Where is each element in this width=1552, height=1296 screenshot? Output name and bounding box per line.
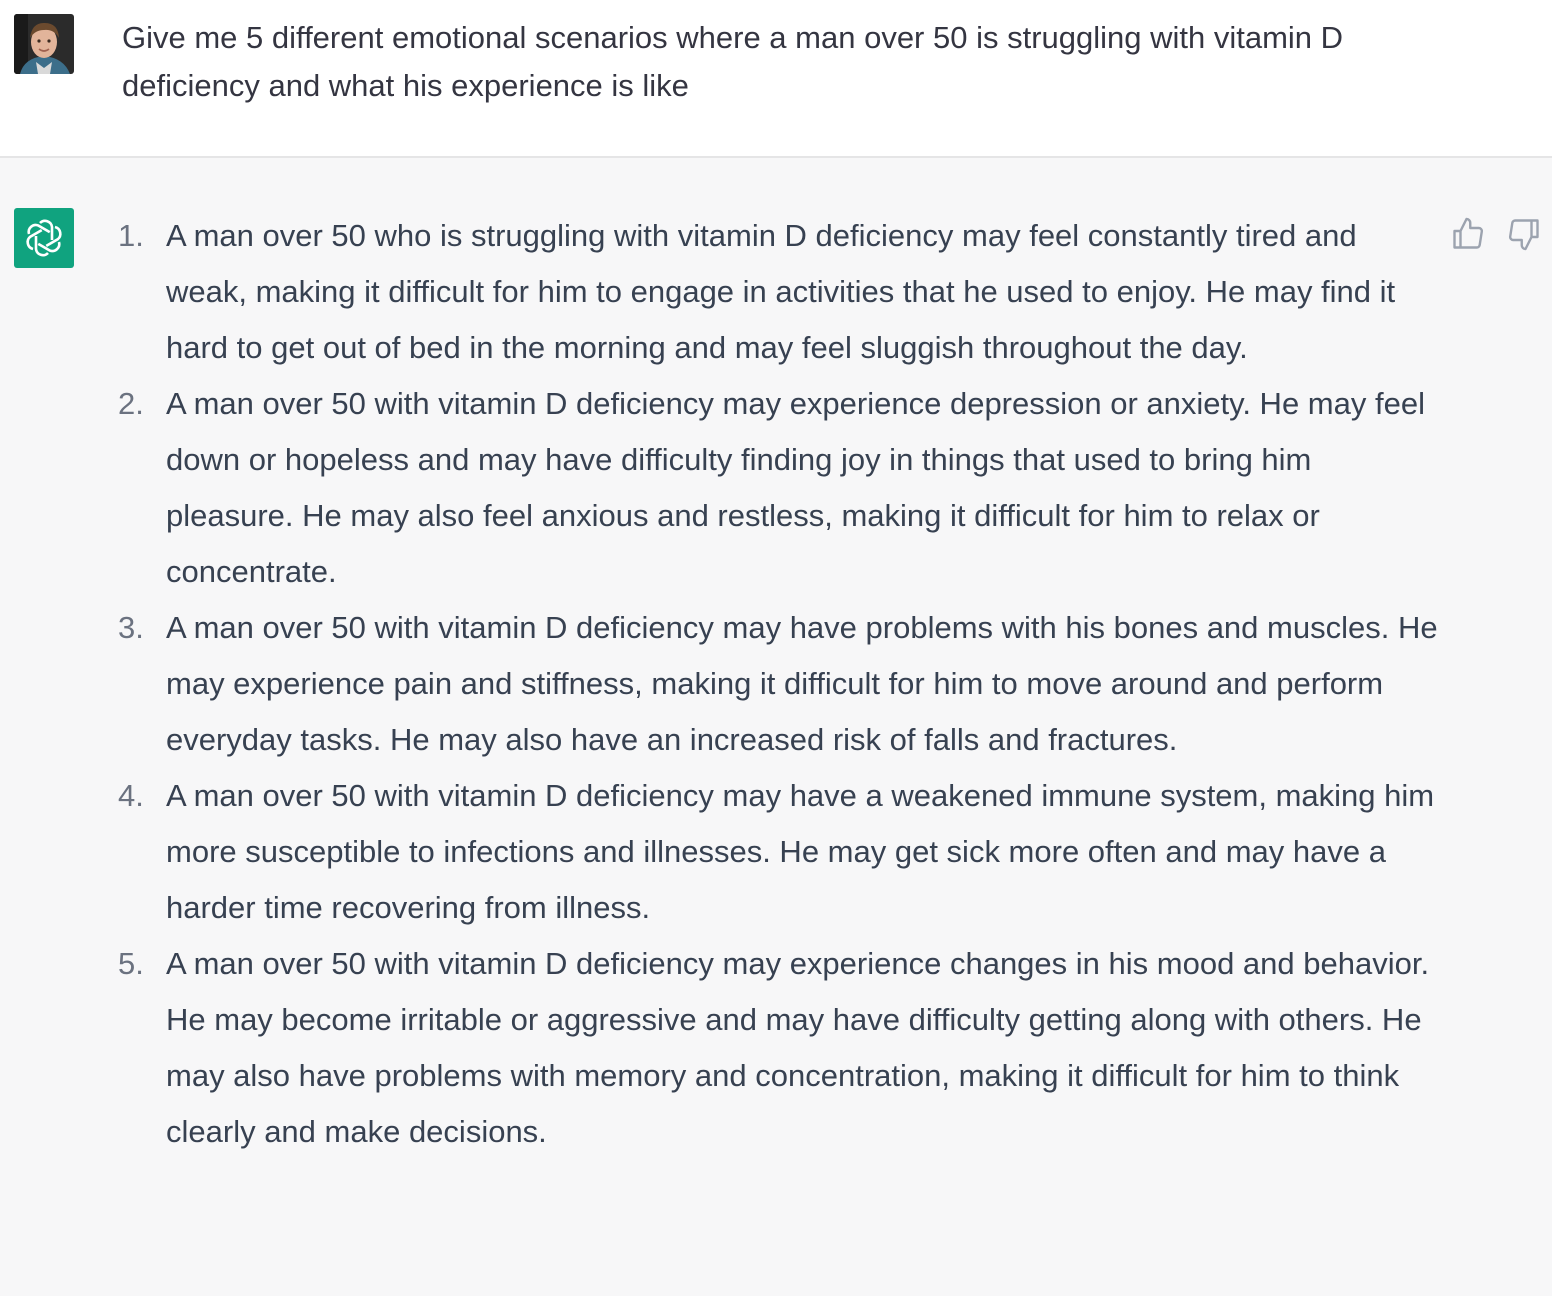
list-item-number: 4.	[118, 778, 144, 813]
thumbs-down-button[interactable]	[1506, 216, 1542, 252]
list-item-text: A man over 50 with vitamin D deficiency may have problems with his bones and muscles. He may experience pain and stiffness, making it difficult for him to move around and perform everyday tasks. He may also have an increased risk of falls and fractures.	[166, 610, 1438, 757]
user-avatar	[14, 14, 74, 74]
list-item	[118, 936, 1438, 1160]
thumbs-up-icon	[1450, 216, 1486, 252]
user-message-text: Give me 5 different emotional scenarios where a man over 50 is struggling with vitamin D deficiency and what his experience is like	[122, 20, 1344, 103]
list-item-number: 5.	[118, 946, 144, 981]
list-item	[118, 376, 1438, 600]
user-message-block	[0, 0, 1552, 158]
list-item	[118, 768, 1438, 936]
list-item-text: A man over 50 with vitamin D deficiency may experience depression or anxiety. He may feel down or hopeless and may have difficulty finding joy in things that used to bring him pleasure. He may also feel anxious and restless, making it difficult for him to relax or concentrate.	[166, 386, 1425, 589]
list-item-number: 3.	[118, 610, 144, 645]
list-item	[118, 600, 1438, 768]
response-list	[118, 208, 1438, 1160]
list-item-text: A man over 50 who is struggling with vitamin D deficiency may feel constantly tired and weak, making it difficult for him to engage in activities that he used to enjoy. He may find it hard to get out of bed in the morning and may feel sluggish throughout the day.	[166, 218, 1396, 365]
list-item	[118, 208, 1438, 376]
assistant-avatar	[14, 208, 74, 268]
list-item-text: A man over 50 with vitamin D deficiency may have a weakened immune system, making him more susceptible to infections and illnesses. He may get sick more often and may have a harder time recovering from illness.	[166, 778, 1435, 925]
thumbs-up-button[interactable]	[1450, 216, 1486, 252]
list-item-text: A man over 50 with vitamin D deficiency may experience changes in his mood and behavior. He may become irritable or aggressive and may have difficulty getting along with others. He may also have problems with memory and concentration, making it difficult for him to think clearly and make decisions.	[166, 946, 1430, 1149]
user-photo-avatar-icon	[14, 14, 74, 74]
list-item-number: 1.	[118, 218, 144, 253]
assistant-message-block	[0, 158, 1552, 1296]
openai-logo-icon	[22, 216, 66, 260]
thumbs-down-icon	[1506, 216, 1542, 252]
list-item-number: 2.	[118, 386, 144, 421]
